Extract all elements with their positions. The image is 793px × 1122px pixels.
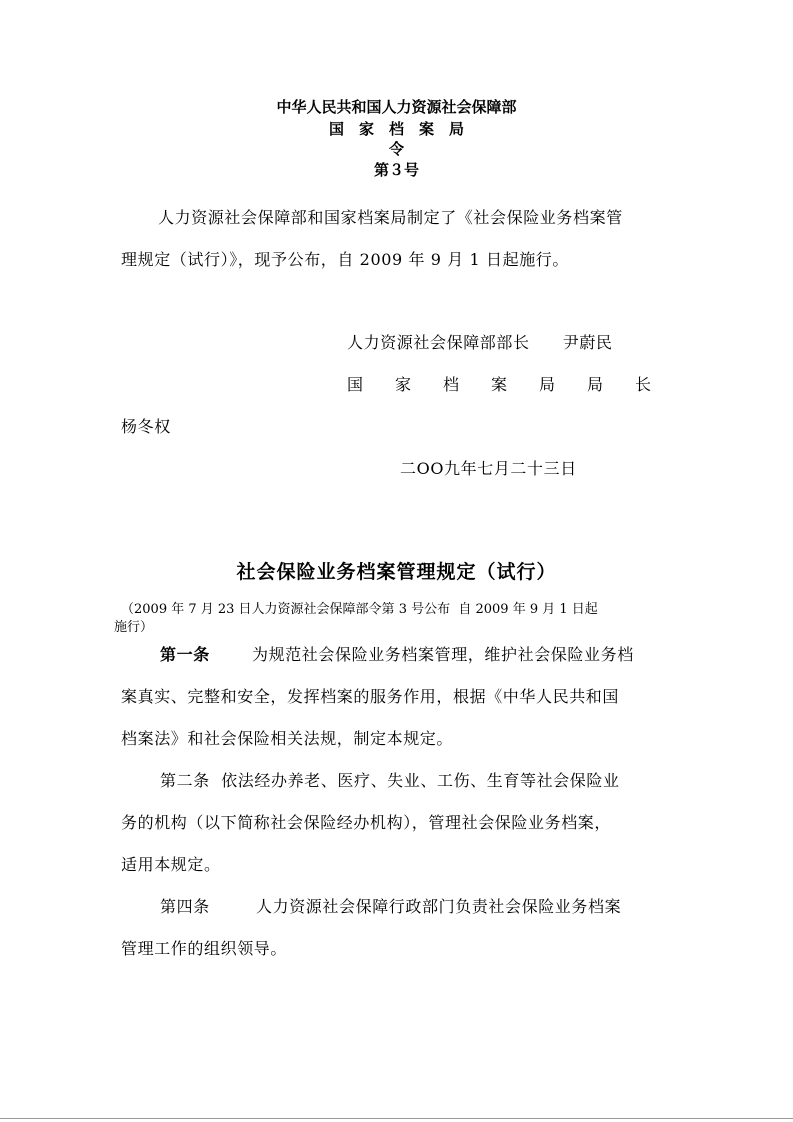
article-4-line-1: 人力资源社会保障行政部门负责社会保险业务档案 — [256, 897, 622, 916]
issuer-line-1: 中华人民共和国人力资源社会保障部 — [276, 98, 517, 116]
article-4-label: 第四条 — [160, 897, 210, 916]
article-1-label: 第一条 — [160, 645, 210, 664]
regulation-title: 社会保险业务档案管理规定（试行） — [236, 561, 557, 583]
issuer-line-2: 国 家 档 案 局 — [328, 120, 464, 138]
article-1-line-1: 为规范社会保险业务档案管理，维护社会保险业务档 — [252, 645, 634, 664]
page-bottom-divider — [0, 1118, 793, 1119]
article-2-line-2: 务的机构（以下简称社会保险经办机构），管理社会保险业务档案， — [121, 813, 612, 832]
regulation-note-line-2: 施行） — [114, 620, 154, 635]
article-1-line-2: 案真实、完整和安全，发挥档案的服务作用，根据《中华人民共和国 — [121, 687, 620, 706]
article-2-line-3: 适用本规定。 — [121, 855, 221, 874]
decree-date: 二OO九年七月二十三日 — [400, 459, 577, 478]
signer-1: 人力资源社会保障部部长 尹蔚民 — [347, 333, 613, 352]
decree-type: 令 — [388, 140, 404, 158]
regulation-note-line-1: （2009 年 7 月 23 日人力资源社会保障部令第 3 号公布 自 2009 年 9 月 1 日起 — [121, 602, 598, 617]
decree-body-line-1: 人力资源社会保障部和国家档案局制定了《社会保险业务档案管 — [158, 208, 623, 227]
decree-number: 第３号 — [373, 161, 419, 179]
signer-2-title: 国 家 档 案 局 局 长 — [347, 375, 652, 394]
article-4-line-2: 管理工作的组织领导。 — [121, 939, 288, 958]
article-1-line-3: 档案法》和社会保险相关法规，制定本规定。 — [121, 729, 454, 748]
decree-body-line-2: 理规定（试行）》，现予公布，自 2009 年 9 月 1 日起施行。 — [121, 250, 569, 269]
article-2-line-1: 第二条 依法经办养老、医疗、失业、工伤、生育等社会保险业 — [160, 771, 620, 790]
signer-2-name: 杨冬权 — [121, 417, 171, 436]
